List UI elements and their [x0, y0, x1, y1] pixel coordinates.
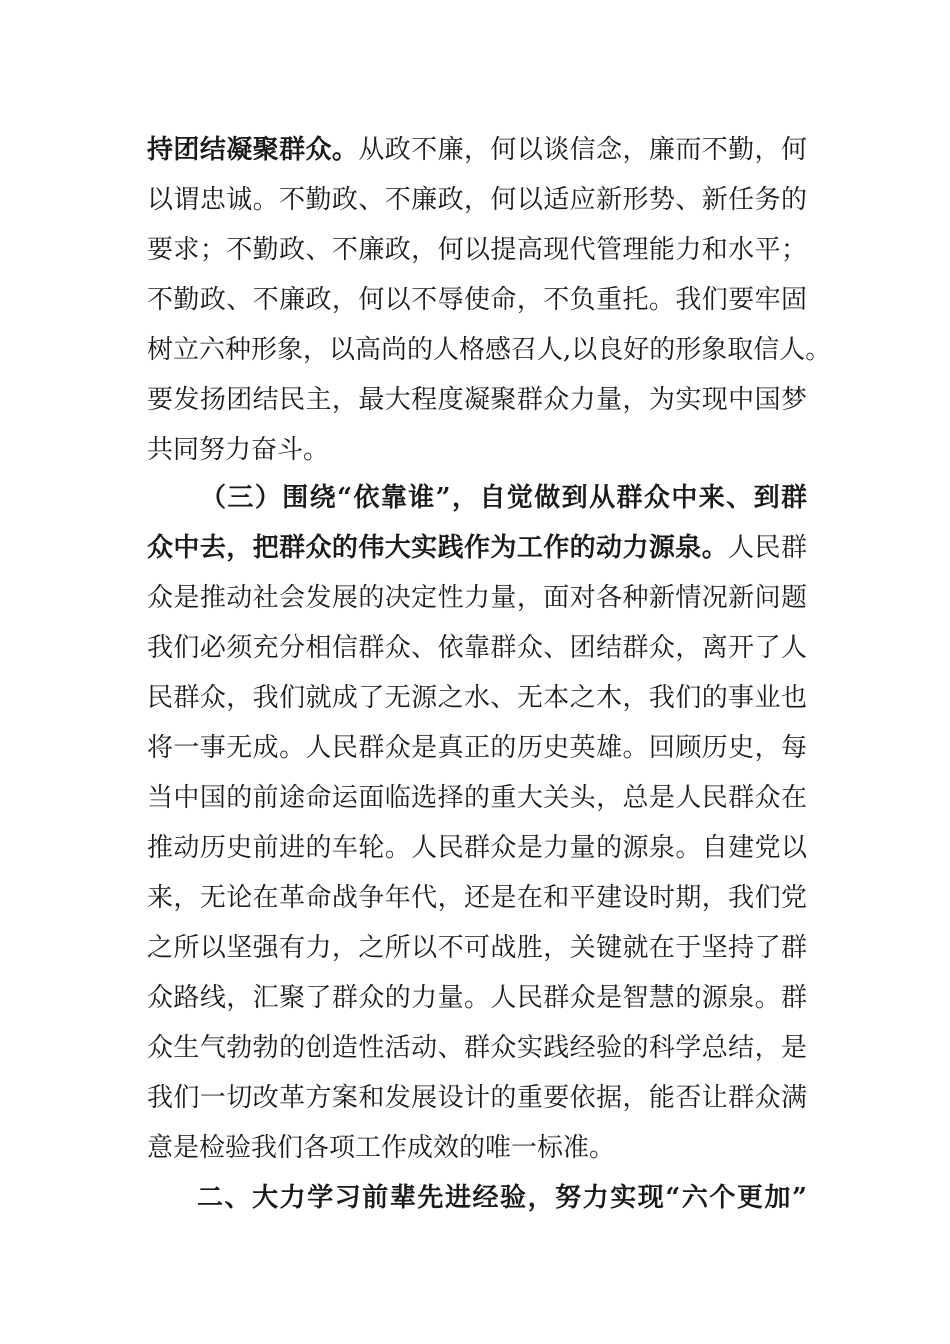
section-heading: 二、大力学习前辈先进经验，努力实现“六个更加”: [197, 1183, 807, 1213]
bold-lead-text: 持团结凝聚群众。: [147, 135, 359, 165]
paragraph-line: 意是检验我们各项工作成效的唯一标准。: [147, 1133, 616, 1163]
paragraph-line: 之所以坚强有力，之所以不可战胜，关键就在于坚持了群: [147, 933, 807, 963]
paragraph-line: 要发扬团结民主，最大程度凝聚群众力量，为实现中国梦: [147, 385, 807, 415]
paragraph-line: 共同努力奋斗。: [147, 435, 330, 465]
paragraph-line: [147, 528, 807, 568]
paragraph-line: 要求；不勤政、不廉政，何以提高现代管理能力和水平；: [147, 235, 807, 265]
paragraph-line: 将一事无成。人民群众是真正的历史英雄。回顾历史，每: [147, 733, 807, 763]
paragraph-line: 众是推动社会发展的决定性力量，面对各种新情况新问题: [147, 583, 807, 613]
paragraph-line: 树立六种形象，以高尚的人格感召人,以良好的形象取信人。: [147, 335, 832, 365]
paragraph-line: 推动历史前进的车轮。人民群众是力量的源泉。自建党以: [147, 833, 807, 863]
paragraph-line: 众生气勃勃的创造性活动、群众实践经验的科学总结，是: [147, 1033, 807, 1063]
paragraph-line: 我们一切改革方案和发展设计的重要依据，能否让群众满: [147, 1083, 807, 1113]
body-text: 从政不廉，何以谈信念，廉而不勤，何: [358, 135, 807, 165]
paragraph-line: 当中国的前途命运面临选择的重大关头，总是人民群众在: [147, 783, 807, 813]
paragraph-line: 我们必须充分相信群众、依靠群众、团结群众，离开了人: [147, 633, 807, 663]
paragraph-line: 以谓忠诚。不勤政、不廉政，何以适应新形势、新任务的: [147, 185, 807, 215]
paragraph-line: 众路线，汇聚了群众的力量。人民群众是智慧的源泉。群: [147, 983, 807, 1013]
bold-lead-text: 众中去，把群众的伟大实践作为工作的动力源泉。: [147, 533, 729, 563]
paragraph-line: 来，无论在革命战争年代，还是在和平建设时期，我们党: [147, 883, 807, 913]
paragraph-line: [147, 130, 807, 170]
body-text: 人民群: [728, 533, 807, 563]
paragraph-line: 民群众，我们就成了无源之水、无本之木，我们的事业也: [147, 683, 807, 713]
section-subheading-line: （三）围绕“依靠谁”，自觉做到从群众中来、到群: [200, 483, 807, 513]
paragraph-line: 不勤政、不廉政，何以不辱使命，不负重托。我们要牢固: [147, 285, 807, 315]
